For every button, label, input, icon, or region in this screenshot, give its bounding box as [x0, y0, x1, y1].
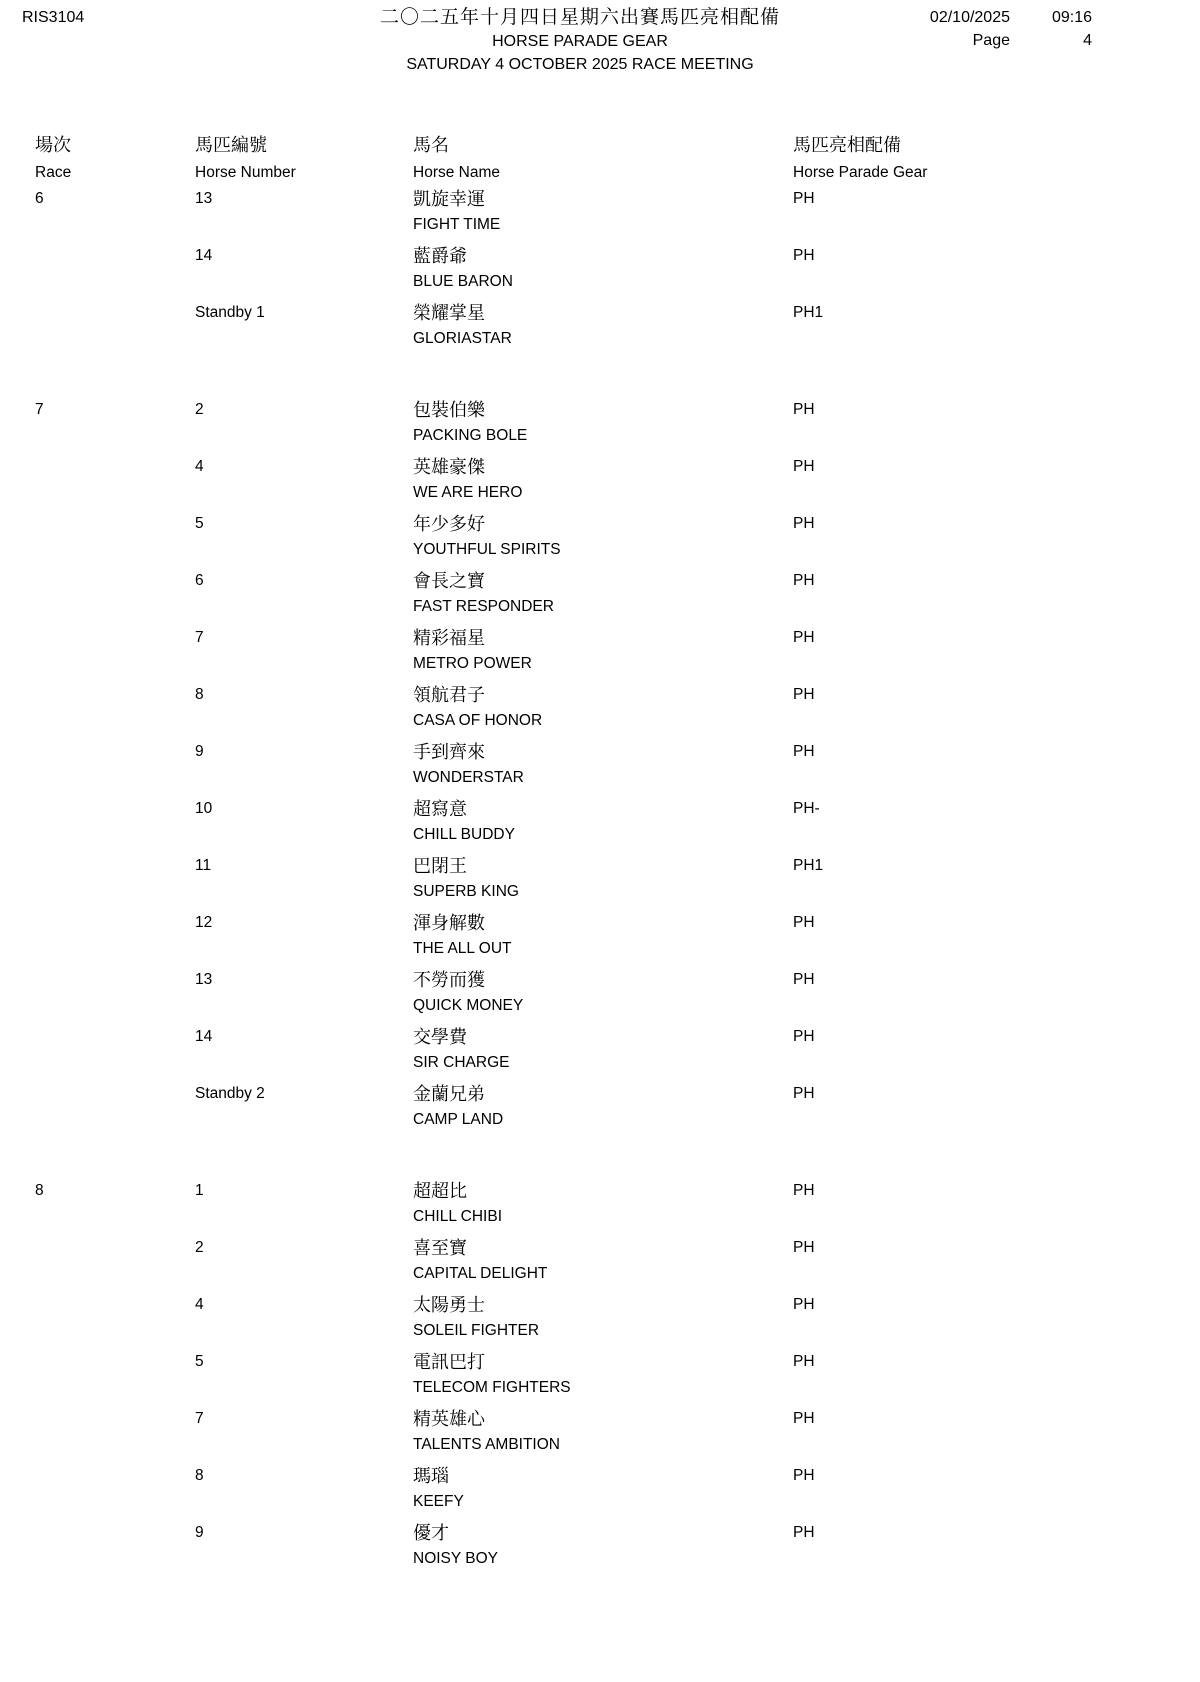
horse-name-chinese: 太陽勇士: [413, 1295, 485, 1315]
column-headers-english: [0, 160, 1200, 186]
parade-gear-code: PH: [793, 190, 815, 207]
horse-name: [413, 568, 793, 620]
parade-gear-code: PH: [793, 1182, 815, 1199]
horse-number: 4: [195, 458, 204, 475]
race-number: [35, 853, 195, 905]
parade-gear-code: PH: [793, 572, 815, 589]
horse-entry: [0, 796, 1200, 848]
horse-number: 9: [195, 743, 204, 760]
horse-name-english: TELECOM FIGHTERS: [413, 1379, 571, 1396]
horse-entry: [0, 1349, 1200, 1401]
horse-name: [413, 1349, 793, 1401]
race-number: 7: [35, 401, 44, 418]
race-number: [35, 1349, 195, 1401]
col-header-gear-zh: 馬匹亮相配備: [793, 135, 901, 155]
parade-gear-code: PH: [793, 971, 815, 988]
horse-name: [413, 1292, 793, 1344]
horse-name: [413, 1081, 793, 1133]
horse-name-english: FAST RESPONDER: [413, 598, 554, 615]
horse-name-chinese: 年少多好: [413, 514, 485, 534]
horse-number: 13: [195, 971, 213, 988]
race-number: [35, 625, 195, 677]
parade-gear-code: PH: [793, 1085, 815, 1102]
race-number: [35, 1520, 195, 1572]
race-group: [0, 397, 1200, 1133]
horse-name: [413, 739, 793, 791]
horse-entry: [0, 1292, 1200, 1344]
parade-gear-code: PH: [793, 515, 815, 532]
parade-gear-code: PH: [793, 1239, 815, 1256]
horse-number: 4: [195, 1296, 204, 1313]
horse-name: [413, 300, 793, 352]
horse-name-english: SUPERB KING: [413, 883, 519, 900]
print-date: 02/10/2025: [929, 9, 1010, 26]
horse-name-english: WONDERSTAR: [413, 769, 524, 786]
horse-name-chinese: 會長之寶: [413, 571, 485, 591]
horse-number: 8: [195, 686, 204, 703]
col-header-race-zh: 場次: [35, 135, 71, 155]
horse-number: 2: [195, 401, 204, 418]
race-number: [35, 568, 195, 620]
horse-number: 7: [195, 1410, 204, 1427]
race-number: [35, 1235, 195, 1287]
parade-gear-code: PH1: [793, 304, 824, 321]
print-info-block: [930, 6, 1092, 52]
title-chinese: 二〇二五年十月四日星期六出賽馬匹亮相配備: [379, 7, 780, 28]
subtitle-race-meeting: SATURDAY 4 OCTOBER 2025 RACE MEETING: [406, 56, 754, 73]
horse-name-chinese: 瑪瑙: [413, 1466, 449, 1486]
horse-entry: [0, 625, 1200, 677]
horse-name-chinese: 英雄豪傑: [413, 457, 485, 477]
col-header-race-en: Race: [35, 164, 72, 181]
race-number: [35, 967, 195, 1019]
parade-gear-code: PH: [793, 914, 815, 931]
horse-number: 6: [195, 572, 204, 589]
parade-gear-code: PH-: [793, 800, 820, 817]
race-group: [0, 186, 1200, 352]
horse-name: [413, 186, 793, 238]
horse-name-chinese: 領航君子: [413, 685, 485, 705]
parade-gear-code: PH: [793, 1353, 815, 1370]
horse-entry: [0, 1520, 1200, 1572]
horse-entry: [0, 1081, 1200, 1133]
horse-number: 5: [195, 515, 204, 532]
horse-entry: [0, 1178, 1200, 1230]
parade-gear-code: PH: [793, 247, 815, 264]
horse-entry: [0, 853, 1200, 905]
horse-entry: [0, 454, 1200, 506]
horse-name-chinese: 包裝伯樂: [413, 400, 485, 420]
horse-name: [413, 796, 793, 848]
horse-name-english: METRO POWER: [413, 655, 532, 672]
horse-entry: [0, 1463, 1200, 1515]
horse-name-english: PACKING BOLE: [413, 427, 528, 444]
page-label: Page: [972, 32, 1010, 49]
horse-name-english: QUICK MONEY: [413, 997, 524, 1014]
horse-name: [413, 397, 793, 449]
horse-name-chinese: 超超比: [413, 1181, 467, 1201]
parade-gear-table: [0, 130, 1200, 1572]
horse-name: [413, 1406, 793, 1458]
print-datetime-row: [930, 6, 1092, 29]
horse-name: [413, 243, 793, 295]
horse-name-chinese: 超寫意: [413, 799, 467, 819]
horse-name-english: CAPITAL DELIGHT: [413, 1265, 548, 1282]
horse-entry: [0, 568, 1200, 620]
horse-number: 2: [195, 1239, 204, 1256]
horse-name: [413, 511, 793, 563]
race-number: [35, 1081, 195, 1133]
race-number: 8: [35, 1182, 44, 1199]
horse-name: [413, 1178, 793, 1230]
parade-gear-code: PH: [793, 1296, 815, 1313]
horse-number: 7: [195, 629, 204, 646]
horse-name-english: CHILL BUDDY: [413, 826, 515, 843]
horse-number: 8: [195, 1467, 204, 1484]
page-number: 4: [1083, 32, 1092, 49]
horse-name-english: CASA OF HONOR: [413, 712, 543, 729]
horse-entry: [0, 739, 1200, 791]
parade-gear-code: PH: [793, 629, 815, 646]
parade-gear-code: PH: [793, 1028, 815, 1045]
parade-gear-code: PH: [793, 743, 815, 760]
race-number: [35, 1292, 195, 1344]
horse-name-english: WE ARE HERO: [413, 484, 523, 501]
horse-name: [413, 853, 793, 905]
parade-gear-code: PH: [793, 401, 815, 418]
horse-number: 9: [195, 1524, 204, 1541]
horse-name-chinese: 精彩福星: [413, 628, 485, 648]
column-headers: [0, 130, 1200, 186]
horse-name-chinese: 金蘭兄弟: [413, 1084, 485, 1104]
horse-name-english: CAMP LAND: [413, 1111, 504, 1128]
race-number: [35, 300, 195, 352]
horse-name-english: FIGHT TIME: [413, 216, 501, 233]
horse-name: [413, 1235, 793, 1287]
horse-name-chinese: 渾身解數: [413, 913, 485, 933]
horse-name-english: NOISY BOY: [413, 1550, 498, 1567]
races-container: [0, 186, 1200, 1572]
race-number: [35, 682, 195, 734]
horse-number: 5: [195, 1353, 204, 1370]
col-header-name-zh: 馬名: [413, 135, 449, 155]
race-number: [35, 910, 195, 962]
col-header-gear-en: Horse Parade Gear: [793, 164, 928, 181]
horse-name: [413, 1520, 793, 1572]
horse-name: [413, 625, 793, 677]
horse-name-chinese: 巴閉王: [413, 856, 467, 876]
horse-entry: [0, 1235, 1200, 1287]
race-number: [35, 796, 195, 848]
print-time: 09:16: [1051, 9, 1092, 26]
horse-name-chinese: 凱旋幸運: [413, 189, 485, 209]
horse-number: 12: [195, 914, 213, 931]
horse-name: [413, 910, 793, 962]
horse-name-chinese: 不勞而獲: [413, 970, 485, 990]
horse-number: Standby 1: [195, 304, 265, 321]
race-group: [0, 1178, 1200, 1572]
horse-number: 10: [195, 800, 213, 817]
horse-name-chinese: 電訊巴打: [413, 1352, 485, 1372]
horse-name-english: TALENTS AMBITION: [413, 1436, 560, 1453]
race-number: [35, 1406, 195, 1458]
horse-name-english: SIR CHARGE: [413, 1054, 510, 1071]
horse-entry: [0, 511, 1200, 563]
horse-name: [413, 1463, 793, 1515]
horse-name-english: SOLEIL FIGHTER: [413, 1322, 540, 1339]
parade-gear-code: PH: [793, 686, 815, 703]
column-headers-chinese: [0, 130, 1200, 160]
race-number: [35, 511, 195, 563]
horse-name: [413, 967, 793, 1019]
parade-gear-code: PH: [793, 1410, 815, 1427]
race-number: [35, 1463, 195, 1515]
parade-gear-code: PH: [793, 1467, 815, 1484]
horse-name: [413, 1024, 793, 1076]
title-english: HORSE PARADE GEAR: [492, 33, 668, 50]
col-header-name-en: Horse Name: [413, 164, 500, 181]
horse-name-english: KEEFY: [413, 1493, 464, 1510]
horse-entry: [0, 300, 1200, 352]
horse-name: [413, 682, 793, 734]
parade-gear-code: PH: [793, 458, 815, 475]
parade-gear-code: PH1: [793, 857, 824, 874]
horse-entry: [0, 910, 1200, 962]
col-header-number-zh: 馬匹編號: [195, 135, 267, 155]
horse-entry: [0, 186, 1200, 238]
horse-entry: [0, 967, 1200, 1019]
page-row: [930, 29, 1092, 52]
horse-name-chinese: 榮耀掌星: [413, 303, 485, 323]
horse-entry: [0, 243, 1200, 295]
horse-entry: [0, 1406, 1200, 1458]
race-number: [35, 243, 195, 295]
race-number: 6: [35, 190, 44, 207]
parade-gear-code: PH: [793, 1524, 815, 1541]
document-header: [0, 5, 1200, 76]
report-id: RIS3104: [22, 9, 85, 26]
horse-number: 11: [195, 857, 212, 874]
race-number: [35, 454, 195, 506]
horse-name-chinese: 精英雄心: [413, 1409, 485, 1429]
horse-name-english: THE ALL OUT: [413, 940, 512, 957]
horse-number: Standby 2: [195, 1085, 265, 1102]
horse-name-chinese: 喜至寶: [413, 1238, 467, 1258]
horse-entry: [0, 397, 1200, 449]
horse-name-english: GLORIASTAR: [413, 330, 512, 347]
horse-entry: [0, 1024, 1200, 1076]
horse-number: 1: [195, 1182, 204, 1199]
horse-name-chinese: 藍爵爺: [413, 246, 467, 266]
race-number: [35, 1024, 195, 1076]
horse-name: [413, 454, 793, 506]
race-number: [35, 739, 195, 791]
horse-number: 14: [195, 247, 213, 264]
horse-number: 13: [195, 190, 213, 207]
col-header-number-en: Horse Number: [195, 164, 296, 181]
horse-number: 14: [195, 1028, 213, 1045]
horse-name-english: BLUE BARON: [413, 273, 513, 290]
horse-name-chinese: 手到齊來: [413, 742, 485, 762]
horse-name-english: YOUTHFUL SPIRITS: [413, 541, 561, 558]
horse-name-chinese: 交學費: [413, 1027, 467, 1047]
horse-name-chinese: 優才: [413, 1523, 449, 1543]
horse-entry: [0, 682, 1200, 734]
horse-name-english: CHILL CHIBI: [413, 1208, 503, 1225]
